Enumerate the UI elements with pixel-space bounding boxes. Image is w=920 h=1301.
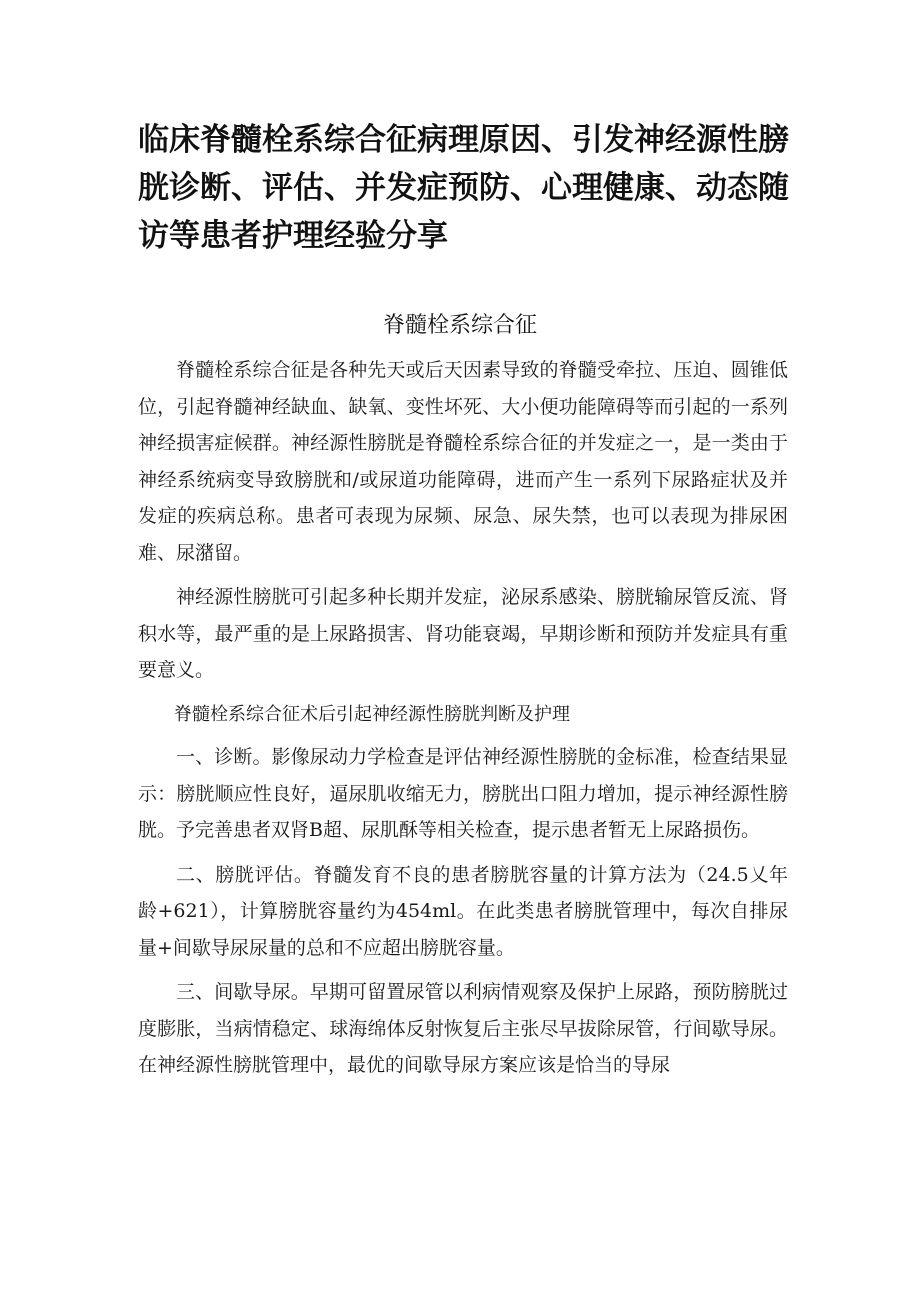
document-title: 临床脊髓栓系综合征病理原因、引发神经源性膀胱诊断、评估、并发症预防、心理健康、动态随访等患者护理经验分享 — [138, 122, 789, 254]
section-title: 脊髓栓系综合征 — [382, 313, 537, 338]
paragraph-diagnosis: 一、诊断。影像尿动力学检查是评估神经源性膀胱的金标准，检查结果显示：膀胱顺应性良好，逼尿肌收缩无力，膀胱出口阻力增加，提示神经源性膀胱。予完善患者双肾B超、尿肌酥等相关检查，提示患者暂无上尿路损伤。 — [138, 746, 788, 841]
paragraph-intermittent-catheterization: 三、间歇导尿。早期可留置尿管以利病情观察及保护上尿路，预防膀胱过度膨胀，当病情稳定、球海绵体反射恢复后主张尽早拔除尿管，行间歇导尿。在神经源性膀胱管理中，最优的间歇导尿方案应该是恰当的导尿 — [138, 981, 788, 1076]
document-body — [138, 352, 788, 1092]
paragraph-subheading: 脊髓栓系综合征术后引起神经源性膀胱判断及护理 — [174, 703, 570, 725]
paragraph-bladder-assessment: 二、膀胱评估。脊髓发育不良的患者膀胱容量的计算方法为（24.5乂年龄+621），计算膀胱容量约为454ml。在此类患者膀胱管理中，每次自排尿量+间歇导尿尿量的总和不应超出膀胱容量。 — [138, 863, 788, 959]
paragraph-complications: 神经源性膀胱可引起多种长期并发症，泌尿系感染、膀胱输尿管反流、肾积水等，最严重的是上尿路损害、肾功能衰竭，早期诊断和预防并发症具有重要意义。 — [138, 586, 788, 681]
paragraph-intro: 脊髓栓系综合征是各种先天或后天因素导致的脊髓受牵拉、压迫、圆锥低位，引起脊髓神经缺血、缺氧、变性坏死、大小便功能障碍等而引起的一系列神经损害症候群。神经源性膀胱是脊髓栓系综合征的并发症之一，是一类由于神经系统病变导致膀胱和/或尿道功能障碍，进而产生一系列下尿路症状及并发症的疾病总称。患者可表现为尿频、尿急、尿失禁，也可以表现为排尿困难、尿潴留。 — [138, 359, 788, 564]
